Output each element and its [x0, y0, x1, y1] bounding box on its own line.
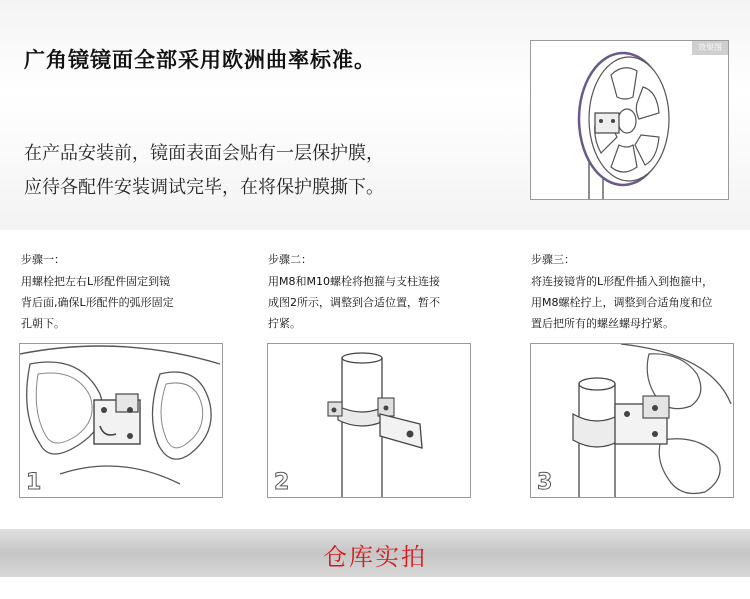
step-three-image	[530, 343, 734, 498]
step-desc-line: 用M8螺栓拧上，调整到合适角度和位	[531, 296, 713, 309]
step-desc-line: 拧紧。	[268, 317, 301, 330]
step-number: 2	[274, 470, 290, 495]
pole-clamp-illustration	[268, 344, 470, 497]
notice-line: 应待各配件安装调试完毕，在将保护膜撕下。	[24, 177, 384, 198]
effect-image-frame	[530, 40, 729, 200]
section-banner-title: 仓库实拍	[323, 543, 427, 571]
step-desc-line: 背后面,确保L形配件的弧形固定	[21, 296, 174, 309]
step-desc-line: 用螺栓把左右L形配件固定到镜	[21, 275, 171, 288]
step-title: 步骤三：	[531, 253, 575, 266]
section-banner	[0, 529, 750, 577]
step-title: 步骤二：	[268, 253, 312, 266]
page-headline: 广角镜镜面全部采用欧洲曲率标准。	[24, 48, 376, 72]
mirror-mounted-on-pole-illustration	[531, 344, 733, 497]
step-desc-line: 孔朝下。	[21, 317, 65, 330]
step-two	[268, 253, 493, 334]
notice-line: 在产品安装前，镜面表面会贴有一层保护膜，	[24, 143, 384, 164]
step-number: 3	[537, 470, 553, 495]
protective-film-notice	[24, 137, 384, 205]
mirror-on-pole-illustration	[531, 41, 728, 199]
step-desc-line: 成图2所示，调整到合适位置，暂不	[268, 296, 440, 309]
effect-image-badge: 效果图	[692, 41, 728, 55]
step-number: 1	[26, 470, 42, 495]
mirror-back-bracket-illustration	[20, 344, 222, 497]
step-three	[531, 253, 750, 334]
step-description	[268, 271, 493, 334]
step-title: 步骤一：	[21, 253, 65, 266]
step-description	[531, 271, 750, 334]
step-desc-line: 将连接镜背的L形配件插入到抱箍中，	[531, 275, 714, 288]
step-desc-line: 置后把所有的螺丝螺母拧紧。	[531, 317, 674, 330]
step-two-image	[267, 343, 471, 498]
step-one	[21, 253, 246, 334]
step-one-image	[19, 343, 223, 498]
step-description	[21, 271, 246, 334]
step-desc-line: 用M8和M10螺栓将抱箍与支柱连接	[268, 275, 440, 288]
